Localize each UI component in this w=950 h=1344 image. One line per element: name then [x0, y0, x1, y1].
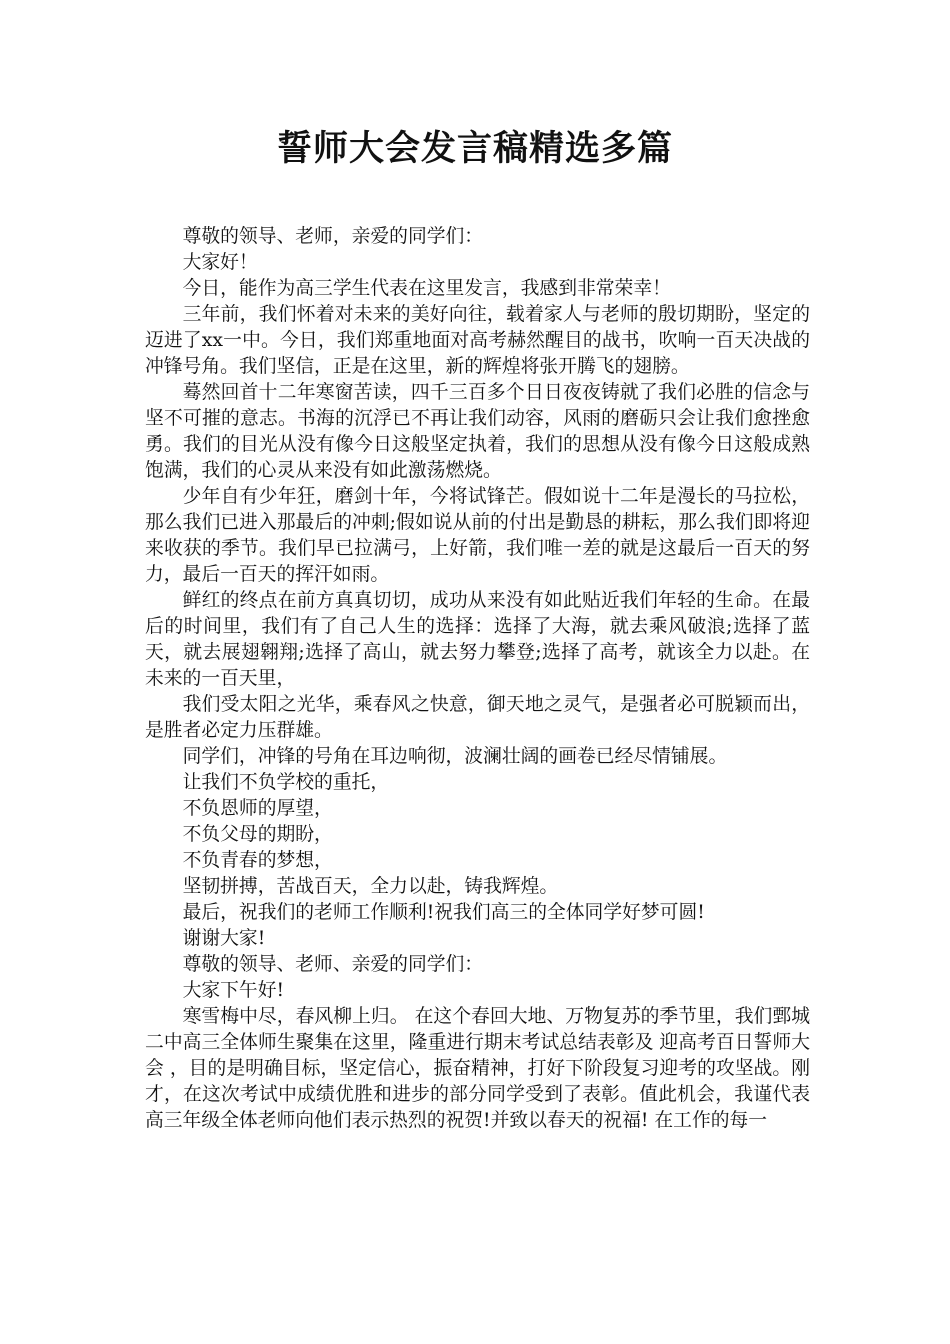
closing: 谢谢大家!	[182, 928, 266, 949]
paragraph: 三年前，我们怀着对未来的美好向往，载着家人与老师的殷切期盼，坚定的迈进了xx一中。今日，我们郑重地面对高考赫然醒目的战书，吹响一百天决战的冲锋号角。我们坚信，正是在这里，新的辉煌将张开腾飞的翅膀。	[145, 304, 810, 377]
greeting: 大家下午好!	[182, 980, 285, 1001]
salutation: 尊敬的领导、老师，亲爱的同学们：	[182, 226, 484, 247]
paragraph: 最后，祝我们的老师工作顺利!祝我们高三的全体同学好梦可圆!	[182, 902, 705, 923]
salutation: 尊敬的领导、老师、亲爱的同学们：	[182, 954, 484, 975]
verse-line: 不负恩师的厚望，	[182, 798, 333, 819]
greeting: 大家好！	[182, 252, 258, 273]
verse-line: 不负父母的期盼，	[182, 824, 333, 845]
verse-line: 不负青春的梦想，	[182, 850, 333, 871]
paragraph: 蓦然回首十二年寒窗苦读，四千三百多个日日夜夜铸就了我们必胜的信念与坚不可摧的意志。书海的沉浮已不再让我们动容，风雨的磨砺只会让我们愈挫愈勇。我们的目光从没有像今日这般坚定执着，我们的思想从没有像今日这般成熟饱满，我们的心灵从来没有如此激荡燃烧。	[145, 382, 810, 481]
document-body	[145, 224, 810, 1134]
verse-line: 坚韧拼搏，苦战百天，全力以赴，铸我辉煌。	[182, 876, 559, 897]
document-title: 誓师大会发言稿精选多篇	[276, 129, 673, 169]
paragraph: 今日，能作为高三学生代表在这里发言，我感到非常荣幸！	[182, 278, 671, 299]
verse-line: 让我们不负学校的重托，	[182, 772, 390, 793]
paragraph: 鲜红的终点在前方真真切切，成功从来没有如此贴近我们年轻的生命。在最后的时间里，我们有了自己人生的选择：选择了大海，就去乘风破浪;选择了蓝天，就去展翅翱翔;选择了高山，就去努力攀登;选择了高考，就该全力以赴。在未来的一百天里，	[145, 590, 810, 689]
paragraph: 同学们，冲锋的号角在耳边响彻，波澜壮阔的画卷已经尽情铺展。	[182, 746, 728, 767]
paragraph: 寒雪梅中尽，春风柳上归。 在这个春回大地、万物复苏的季节里，我们鄄城二中高三全体师生聚集在这里，隆重进行期末考试总结表彰及 迎高考百日誓师大会 ，目的是明确目标，坚定信心，振奋精神，打好下阶段复习迎考的攻坚战。刚才，在这次考试中成绩优胜和进步的部分同学受到了表彰。值此机会，我谨代表高三年级全体老师向他们表示热烈的祝贺!并致以春天的祝福! 在工作的每一	[145, 1006, 810, 1131]
paragraph: 少年自有少年狂，磨剑十年，今将试锋芒。假如说十二年是漫长的马拉松，那么我们已进入那最后的冲刺;假如说从前的付出是勤恳的耕耘，那么我们即将迎来收获的季节。我们早已拉满弓，上好箭，我们唯一差的就是这最后一百天的努力，最后一百天的挥汗如雨。	[145, 486, 810, 585]
paragraph: 我们受太阳之光华，乘春风之快意，御天地之灵气，是强者必可脱颖而出，是胜者必定力压群雄。	[145, 694, 810, 741]
